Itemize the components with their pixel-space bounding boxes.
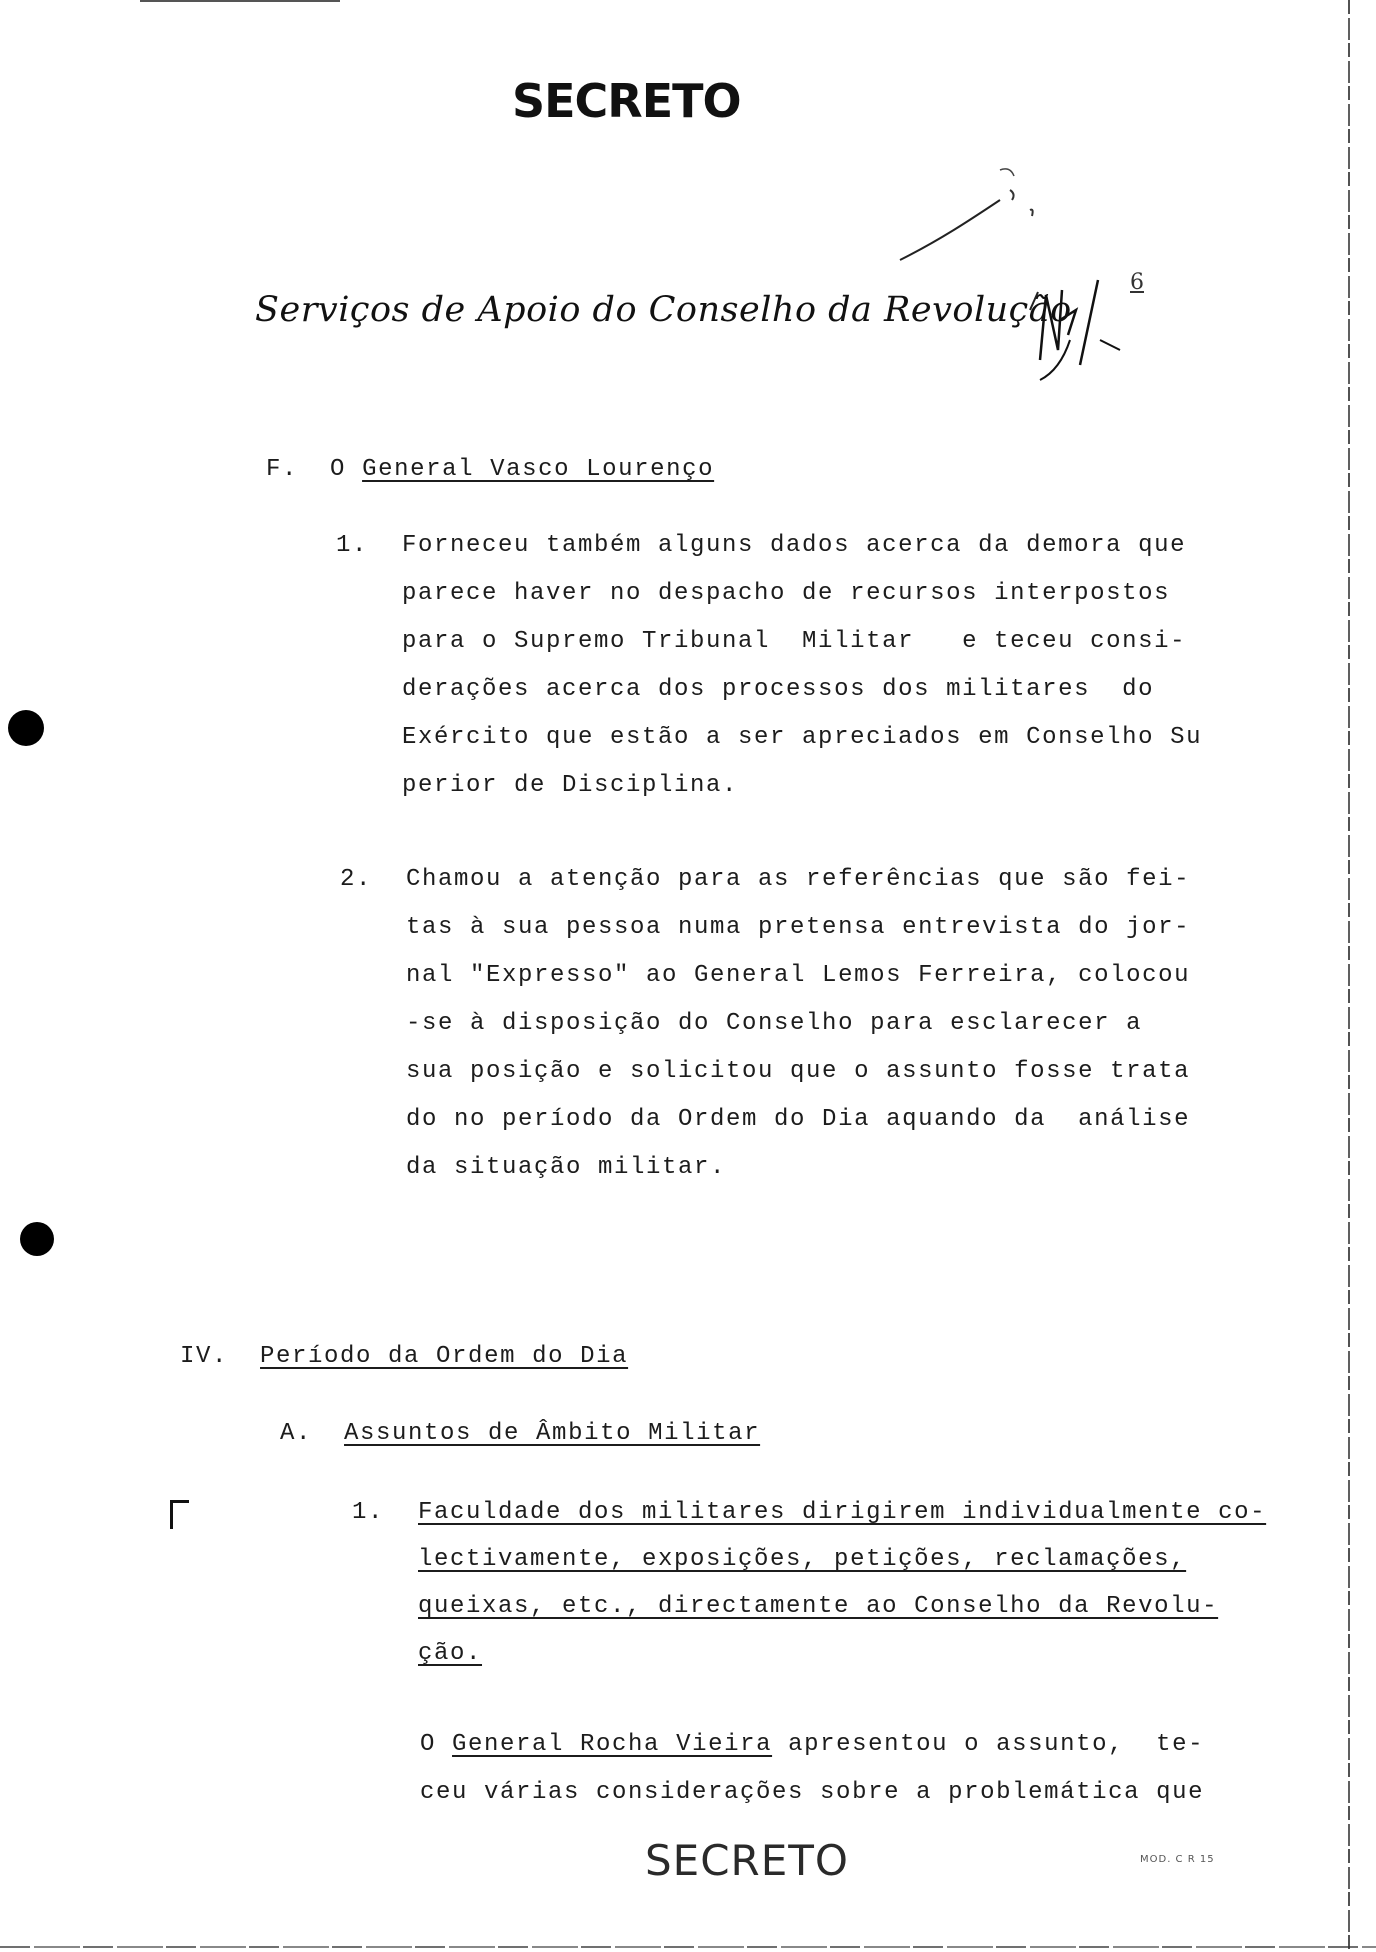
section-f-title: General Vasco Lourenço [362,456,715,483]
item-2-number: 2. [340,866,373,893]
handwritten-initials [880,160,1140,400]
item-iv-1-title-line: queixas, etc., directamente ao Conselho da Revolu- [418,1593,1219,1620]
item-1-line: Exército que estão a ser apreciados em Conselho Su [402,724,1203,751]
punch-hole [8,710,44,746]
form-code: MOD. C R 15 [1140,1854,1215,1865]
item-iv-1-number: 1. [352,1499,385,1526]
sub-a-marker: A. [280,1420,313,1447]
item-2-line: sua posição e solicitou que o assunto fosse trata [406,1058,1191,1085]
section-iv-heading [180,1342,628,1372]
item-1-line: parece haver no despacho de recursos interpostos [402,580,1171,607]
item-1-line: perior de Disciplina. [402,772,739,799]
item-1-line: derações acerca dos processos dos militares do [402,676,1155,703]
item-1-number: 1. [336,532,369,559]
section-iv-marker: IV. [180,1343,229,1370]
letterhead: Serviços de Apoio do Conselho da Revolução [255,290,1072,330]
body-text: O [420,1731,437,1758]
classification-stamp-bottom: SECRETO [645,1836,849,1885]
section-f-title-prefix: O [330,456,347,483]
corner-mark [170,1500,189,1529]
punch-hole [20,1222,54,1256]
speaker-name: General Rocha Vieira [452,1731,773,1758]
section-f-heading [266,455,714,485]
item-iv-1-body-line [420,1730,1204,1760]
item-2-line: da situação militar. [406,1154,727,1181]
sub-a-title: Assuntos de Âmbito Militar [344,1420,761,1447]
scan-edge-right [1348,0,1350,1952]
item-iv-1-title-line: Faculdade dos militares dirigirem individualmente co- [418,1499,1267,1526]
scan-edge-top [140,0,340,2]
sub-a-heading [280,1419,760,1449]
item-iv-1-body-line: ceu várias considerações sobre a problemática que [420,1779,1205,1806]
item-iv-1-title-line: ção. [418,1640,483,1667]
item-2-line: nal "Expresso" ao General Lemos Ferreira, colocou [406,962,1191,989]
classification-stamp-top: SECRETO [512,74,741,128]
page-number: 6 [1130,270,1144,295]
item-1-line: para o Supremo Tribunal Militar e teceu consi- [402,628,1187,655]
body-text: apresentou o assunto, te- [788,1731,1205,1758]
item-2-line: tas à sua pessoa numa pretensa entrevista do jor- [406,914,1191,941]
scan-edge-bottom [0,1946,1376,1948]
section-f-marker: F. [266,456,299,483]
item-2-line: -se à disposição do Conselho para esclarecer a [406,1010,1143,1037]
section-iv-title: Período da Ordem do Dia [260,1343,629,1370]
item-2-line: do no período da Ordem do Dia aquando da análise [406,1106,1191,1133]
item-iv-1-title-line: lectivamente, exposições, petições, reclamações, [418,1546,1187,1573]
item-1-line: Forneceu também alguns dados acerca da demora que [402,532,1187,559]
item-2-line: Chamou a atenção para as referências que são fei- [406,866,1191,893]
